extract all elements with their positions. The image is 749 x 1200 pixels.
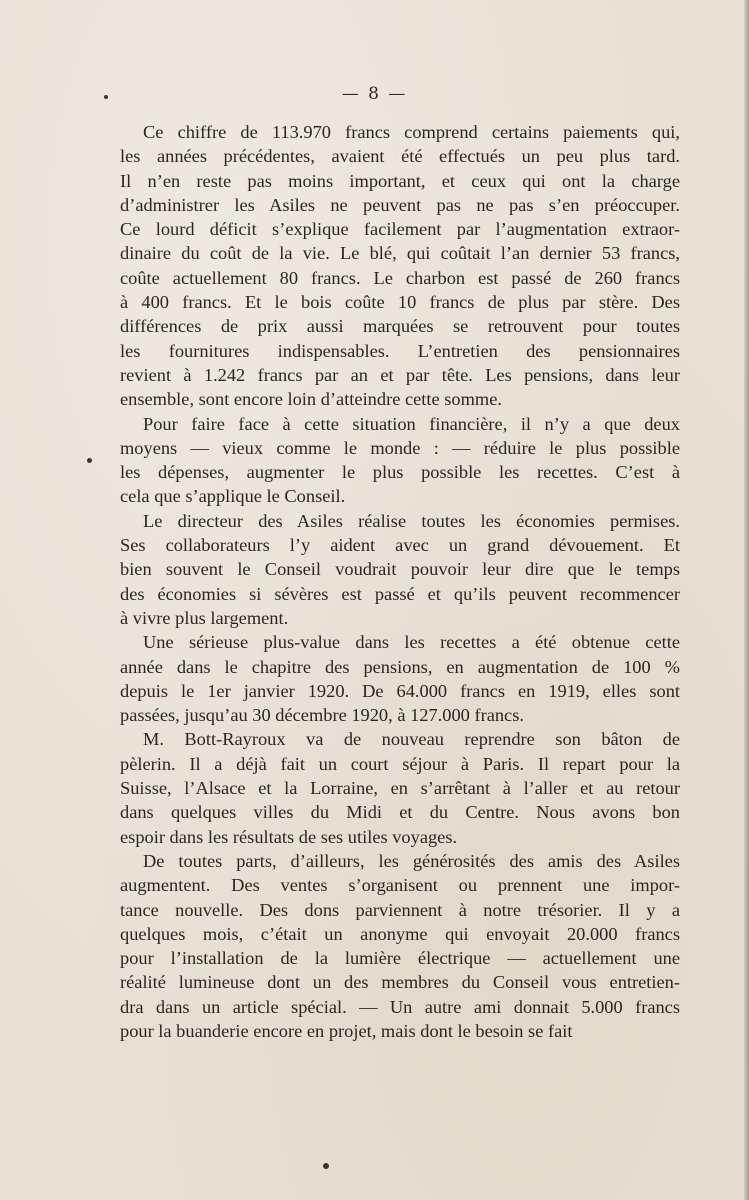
text-line: Pour faire face à cette situation financière, il n’y a que deux — [143, 413, 680, 434]
text-line: tance nouvelle. Des dons parviennent à notre trésorier. Il y a — [120, 899, 680, 920]
text-line: coûte actuellement 80 francs. Le charbon est passé de 260 francs — [120, 267, 680, 288]
text-line: quelques mois, c’était un anonyme qui envoyait 20.000 francs — [120, 923, 680, 944]
ink-speck — [323, 1163, 329, 1169]
text-line: les dépenses, augmenter le plus possible les recettes. C’est à — [120, 462, 680, 483]
text-line: des économies si sévères est passé et qu’ils peuvent recommencer — [120, 583, 680, 604]
text-line: dans quelques villes du Midi et du Centre. Nous avons bon — [120, 802, 680, 823]
text-line: à 400 francs. Et le bois coûte 10 francs de plus par stère. Des — [120, 292, 680, 313]
paragraph — [120, 849, 680, 1043]
text-line: pour la buanderie encore en projet, mais dont le besoin se fait — [120, 1020, 573, 1041]
text-line: année dans le chapitre des pensions, en augmentation de 100 % — [120, 656, 680, 677]
text-line: revient à 1.242 francs par an et par tête. Les pensions, dans leur — [120, 364, 680, 385]
text-line: augmentent. Des ventes s’organisent ou prennent une impor- — [120, 875, 680, 896]
paragraph — [120, 509, 680, 630]
text-line: Ce lourd déficit s’explique facilement par l’augmentation extraor- — [120, 219, 680, 240]
text-line: Le directeur des Asiles réalise toutes les économies permises. — [143, 510, 680, 531]
text-line: bien souvent le Conseil voudrait pouvoir leur dire que le temps — [120, 559, 680, 580]
text-line: cela que s’applique le Conseil. — [120, 486, 346, 507]
text-line: Suisse, l’Alsace et la Lorraine, en s’arrêtant à l’aller et au retour — [120, 778, 680, 799]
ink-speck — [104, 95, 108, 99]
text-line: Il n’en reste pas moins important, et ceux qui ont la charge — [120, 170, 680, 191]
text-line: pèlerin. Il a déjà fait un court séjour à Paris. Il repart pour la — [120, 753, 680, 774]
text-line: d’administrer les Asiles ne peuvent pas ne pas s’en préoccuper. — [120, 194, 680, 215]
ink-speck — [87, 458, 92, 463]
text-line: Une sérieuse plus-value dans les recettes a été obtenue cette — [143, 632, 680, 653]
text-line: les années précédentes, avaient été effectués un peu plus tard. — [120, 146, 680, 167]
text-line: De toutes parts, d’ailleurs, les générosités des amis des Asiles — [143, 850, 680, 871]
text-line: réalité lumineuse dont un des membres du Conseil vous entretien- — [120, 972, 680, 993]
body-text — [120, 120, 680, 1043]
paragraph — [120, 412, 680, 509]
text-line: Ce chiffre de 113.970 francs comprend certains paiements qui, — [143, 122, 680, 142]
text-line: dinaire du coût de la vie. Le blé, qui coûtait l’an dernier 53 francs, — [120, 243, 680, 264]
page-number: — 8 — — [341, 84, 408, 104]
paragraph — [120, 727, 680, 848]
text-line: depuis le 1er janvier 1920. De 64.000 francs en 1919, elles sont — [120, 680, 680, 701]
text-line: Ses collaborateurs l’y aident avec un grand dévouement. Et — [120, 535, 680, 556]
text-line: ensemble, sont encore loin d’atteindre cette somme. — [120, 389, 502, 410]
text-line: passées, jusqu’au 30 décembre 1920, à 127.000 francs. — [120, 705, 524, 726]
text-line: les fournitures indispensables. L’entretien des pensionnaires — [120, 340, 680, 361]
text-line: différences de prix aussi marquées se retrouvent pour toutes — [120, 316, 680, 337]
text-line: espoir dans les résultats de ses utiles voyages. — [120, 826, 458, 847]
paragraph — [120, 630, 680, 727]
paragraph — [120, 120, 680, 412]
text-line: à vivre plus largement. — [120, 607, 289, 628]
text-line: M. Bott-Rayroux va de nouveau reprendre son bâton de — [143, 729, 680, 750]
text-line: dra dans un article spécial. — Un autre ami donnait 5.000 francs — [120, 996, 680, 1017]
text-line: moyens — vieux comme le monde : — réduire le plus possible — [120, 437, 680, 458]
text-line: pour l’installation de la lumière électrique — actuellement une — [120, 948, 680, 969]
